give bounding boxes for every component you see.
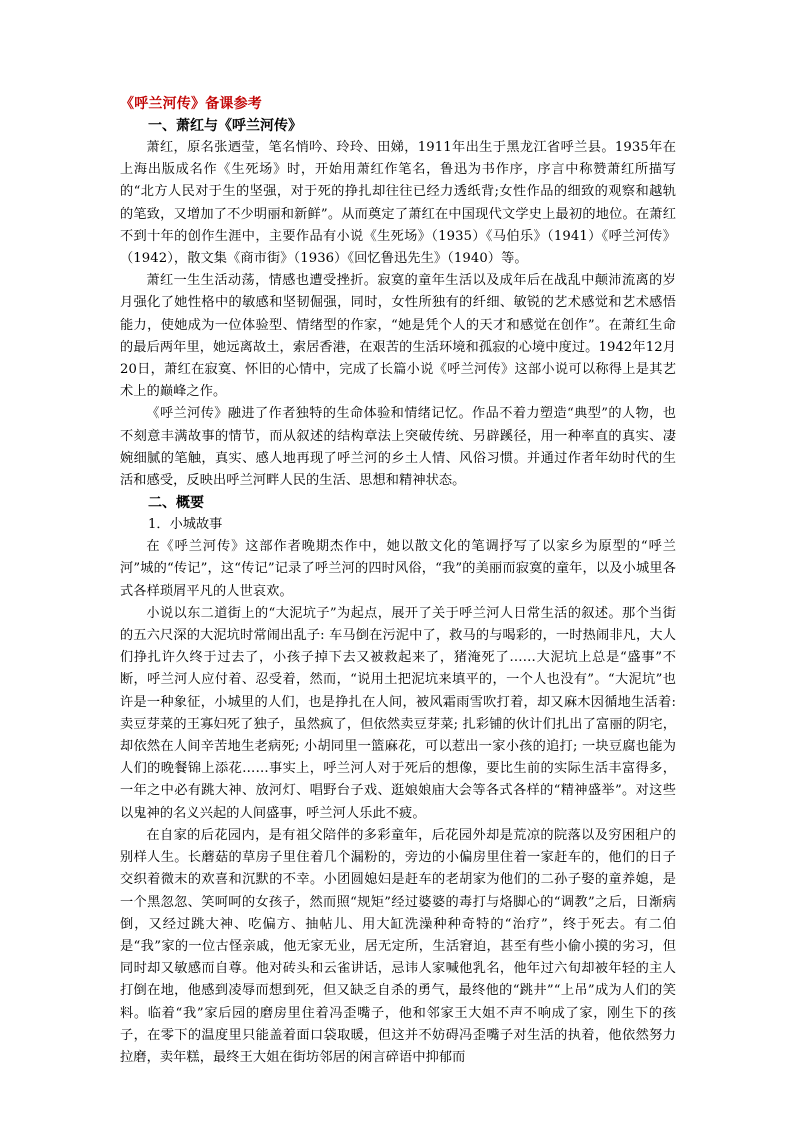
paragraph-mud-pit: 小说以东二道街上的“大泥坑子”为起点，展开了关于呼兰河人日常生活的叙述。那个当街的五六尺深的大泥坑时常闹出乱子: 车马倒在污泥中了，救马的与喝彩的，一时热闹非凡，大人们挣扎许久终于过去了，小孩子掉下去又被救起来了，猪淹死了……大泥坑上总是“盛事”不断，呼兰河人应付着、忍受着，然而，“说用土把泥坑来填平的，一个人也没有”。“大泥坑”也许是一种象征，小城里的人们，也是挣扎在人间，被风霜雨雪吹打着，却又麻木因循地生活着: 卖豆芽菜的王寡妇死了独子，虽然疯了，但依然卖豆芽菜; 扎彩铺的伙计们扎出了富丽的阴宅，却依然在人间辛苦地生老病死; 小胡同里一篮麻花，可以惹出一家小孩的追打; 一块豆腐也能为人们的晚餐锦上添花……事实上，呼兰河人对于死后的想像，要比生前的实际生活丰富得多，一年之中必有跳大神、放河灯、唱野台子戏、逛娘娘庙大会等各式各样的“精神盛举”。对这些以鬼神的名义兴起的人间盛事，呼兰河人乐此不疲。 xyxy=(120,605,676,821)
section-heading-summary: 二、概要 xyxy=(148,495,204,512)
paragraph-author-bio: 萧红，原名张迺莹，笔名悄吟、玲玲、田娣，1911年出生于黑龙江省呼兰县。1935年在上海出版成名作《生死场》时，开始用萧红作笔名，鲁迅为书作序，序言中称赞萧红所描写的“北方人民对于生的坚强，对于死的挣扎却往往已经力透纸背;女性作品的细致的观察和越轨的笔致，又增加了不少明丽和新鲜”。从而奠定了萧红在中国现代文学史上最初的地位。在萧红不到十年的创作生涯中，主要作品有小说《生死场》（1935）《马伯乐》（1941）《呼兰河传》（1942），散文集《商市街》（1936）《回忆鲁迅先生》（1940）等。 xyxy=(120,140,676,267)
paragraph-novel-features: 《呼兰河传》融进了作者独特的生命体验和情绪记忆。作品不着力塑造“典型”的人物，也不刻意丰满故事的情节，而从叙述的结构章法上突破传统、另辟蹊径，用一种率直的真实、凄婉细腻的笔触，真实、感人地再现了呼兰河的乡土人情、风俗习惯。并通过作者年幼时代的生活和感受，反映出呼兰河畔人民的生活、思想和精神状态。 xyxy=(120,406,676,489)
paragraph-back-garden: 在自家的后花园内，是有祖父陪伴的多彩童年，后花园外却是荒凉的院落以及穷困租户的别样人生。长蘑菇的草房子里住着几个漏粉的，旁边的小偏房里住着一家赶车的，他们的日子交织着微末的欢喜和沉默的不幸。小团圆媳妇是赶车的老胡家为他们的二孙子娶的童养媳，是一个黑忽忽、笑呵呵的女孩子，然而照“规矩”经过婆婆的毒打与烙脚心的“调教”之后，日渐病倒，又经过跳大神、吃偏方、抽帖儿、用大缸洗澡种种奇特的“治疗”，终于死去。有二伯是“我”家的一位古怪亲戚，他无家无业，居无定所，生活窘迫，甚至有些小偷小摸的劣习，但同时却又敏感而自尊。他对砖头和云雀讲话，忌讳人家喊他乳名，他年过六旬却被年轻的主人打倒在地，他感到凌辱而想到死，但又缺乏自杀的勇气，最终他的“跳井”“上吊”成为人们的笑料。临着“我”家后园的磨房里住着冯歪嘴子，他和邻家王大姐不声不响成了家，刚生下的孩子，在零下的温度里只能盖着面口袋取暖，但这并不妨碍冯歪嘴子对生活的执着，他依然努力拉磨，卖年糕，最终王大姐在街坊邻居的闲言碎语中抑郁而 xyxy=(120,827,676,1065)
document-page xyxy=(120,93,676,1069)
paragraph-author-life: 萧红一生生活动荡，情感也遭受挫折。寂寞的童年生活以及成年后在战乱中颠沛流离的岁月强化了她性格中的敏感和坚韧倔强，同时，女性所独有的纤细、敏锐的艺术感觉和艺术感悟能力，使她成为一位体验型、情绪型的作家，“她是凭个人的天才和感觉在创作”。在萧红生命的最后两年里，她远离故土，索居香港，在艰苦的生活环境和孤寂的心境中度过。1942年12月20日，萧红在寂寞、怀旧的心情中，完成了长篇小说《呼兰河传》这部小说可以称得上是其艺术上的巅峰之作。 xyxy=(120,273,676,400)
subsection-heading-town-story: 1．小城故事 xyxy=(148,517,223,533)
section-heading-author: 一、萧红与《呼兰河传》 xyxy=(148,118,302,134)
document-title: 《呼兰河传》备课参考 xyxy=(120,96,262,112)
paragraph-town-intro: 在《呼兰河传》这部作者晚期杰作中，她以散文化的笔调抒写了以家乡为原型的“呼兰河”城的“传记”，这“传记”记录了呼兰河的四时风俗，“我”的美丽而寂寞的童年，以及小城里各式各样琐屑平凡的人世哀欢。 xyxy=(120,539,676,599)
